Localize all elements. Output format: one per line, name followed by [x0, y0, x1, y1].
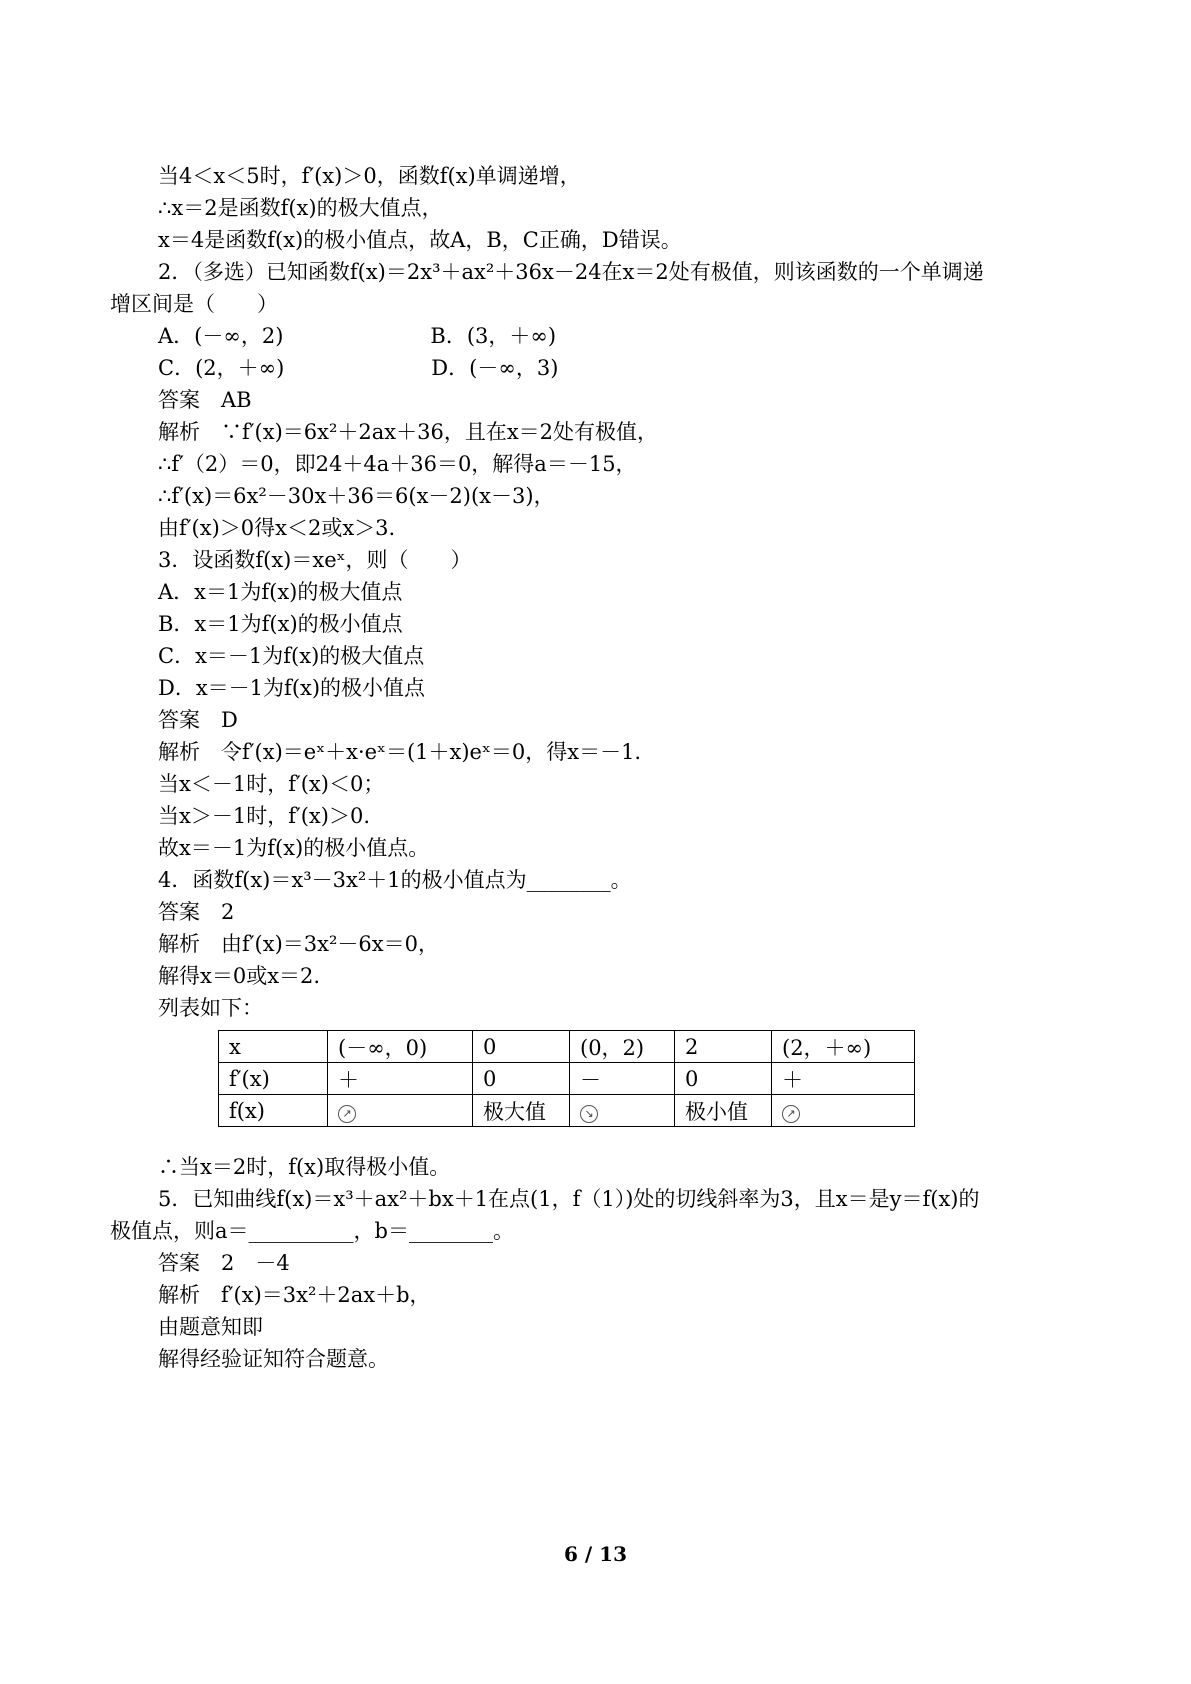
text-line: 3．设函数f(x)＝xeˣ，则（ ） [158, 548, 472, 572]
text-block-before-table [0, 160, 1191, 1024]
page-number: 6 / 13 [564, 1542, 627, 1566]
table-cell: 极大值 [473, 1095, 570, 1127]
table-cell: x [219, 1031, 328, 1063]
table-row [219, 1063, 915, 1095]
text-block-after-table [0, 1151, 1191, 1375]
table-cell: ＋ [328, 1063, 473, 1095]
table-cell: 0 [675, 1063, 772, 1095]
text-line: C．x＝－1为f(x)的极大值点 [158, 644, 425, 668]
text-line: 当x＜－1时，f′(x)＜0； [158, 772, 385, 796]
text-line: 解析 令f′(x)＝eˣ＋x·eˣ＝(1＋x)eˣ＝0，得x＝－1. [158, 740, 642, 764]
text-line: ∴f′(x)＝6x²－30x＋36＝6(x－2)(x－3)， [158, 484, 555, 508]
text-line: 答案 AB [158, 388, 252, 412]
extrema-table [218, 1030, 915, 1127]
text-line: ∴f′（2）＝0，即24＋4a＋36＝0，解得a＝－15， [158, 452, 637, 476]
table-cell [772, 1095, 915, 1127]
text-line: 由f′(x)＞0得x＜2或x＞3. [158, 516, 396, 540]
text-line: 答案 D [158, 708, 238, 732]
text-line: 列表如下： [158, 996, 263, 1020]
table-cell [570, 1095, 675, 1127]
page-content [0, 160, 1191, 1375]
text-line: x＝4是函数f(x)的极小值点，故A，B，C正确，D错误。 [158, 228, 682, 252]
text-line: D．x＝－1为f(x)的极小值点 [158, 676, 426, 700]
text-line: 当x＞－1时，f′(x)＞0. [158, 804, 371, 828]
text-line: 解析 ∵f′(x)＝6x²＋2ax＋36，且在x＝2处有极值， [158, 420, 659, 444]
text-line: C．(2，＋∞) D．(－∞，3) [158, 356, 559, 380]
table-cell: f(x) [219, 1095, 328, 1127]
text-line: ∴当x＝2时，f(x)取得极小值。 [158, 1155, 451, 1179]
table-cell: (2，＋∞) [772, 1031, 915, 1063]
text-line: 答案 2 [158, 900, 235, 924]
text-line: 5．已知曲线f(x)＝x³＋ax²＋bx＋1在点(1，f（1）)处的切线斜率为3，且x＝是y＝f(x)的 [158, 1187, 980, 1211]
table-row [219, 1095, 915, 1127]
text-line: 当4＜x＜5时，f′(x)＞0，函数f(x)单调递增， [158, 164, 581, 188]
text-line: 解析 f′(x)＝3x²＋2ax＋b， [158, 1283, 431, 1307]
text-line: 极值点，则a＝__________，b＝________。 [110, 1219, 514, 1243]
text-line: ∴x＝2是函数f(x)的极大值点， [158, 196, 443, 220]
table-cell: － [570, 1063, 675, 1095]
text-line: 解析 由f′(x)＝3x²－6x＝0， [158, 932, 439, 956]
table-row [219, 1031, 915, 1063]
text-line: 增区间是（ ） [110, 292, 278, 316]
text-line: 4．函数f(x)＝x³－3x²＋1的极小值点为________。 [158, 868, 632, 892]
text-line: 故x＝－1为f(x)的极小值点。 [158, 836, 430, 860]
text-line: A．(－∞，2) B．(3，＋∞) [158, 324, 557, 348]
table-cell: (－∞，0) [328, 1031, 473, 1063]
text-line: 由题意知即 [158, 1315, 263, 1339]
table-cell: ＋ [772, 1063, 915, 1095]
text-line: 2．（多选）已知函数f(x)＝2x³＋ax²＋36x－24在x＝2处有极值，则该函数的一个单调递 [158, 260, 984, 284]
table-cell: 0 [473, 1063, 570, 1095]
text-line: 答案 2 －4 [158, 1251, 290, 1275]
increasing-arrow-icon: ↗ [338, 1105, 356, 1123]
text-line: 解得经验证知符合题意。 [158, 1347, 389, 1371]
table-cell: f′(x) [219, 1063, 328, 1095]
text-line: B．x＝1为f(x)的极小值点 [158, 612, 403, 636]
text-line: A．x＝1为f(x)的极大值点 [158, 580, 403, 604]
decreasing-arrow-icon: ↘ [580, 1105, 598, 1123]
table-cell: 0 [473, 1031, 570, 1063]
table-cell: (0，2) [570, 1031, 675, 1063]
table-cell [328, 1095, 473, 1127]
increasing-arrow-icon: ↗ [782, 1105, 800, 1123]
table-cell: 2 [675, 1031, 772, 1063]
text-line: 解得x＝0或x＝2. [158, 964, 321, 988]
table-cell: 极小值 [675, 1095, 772, 1127]
